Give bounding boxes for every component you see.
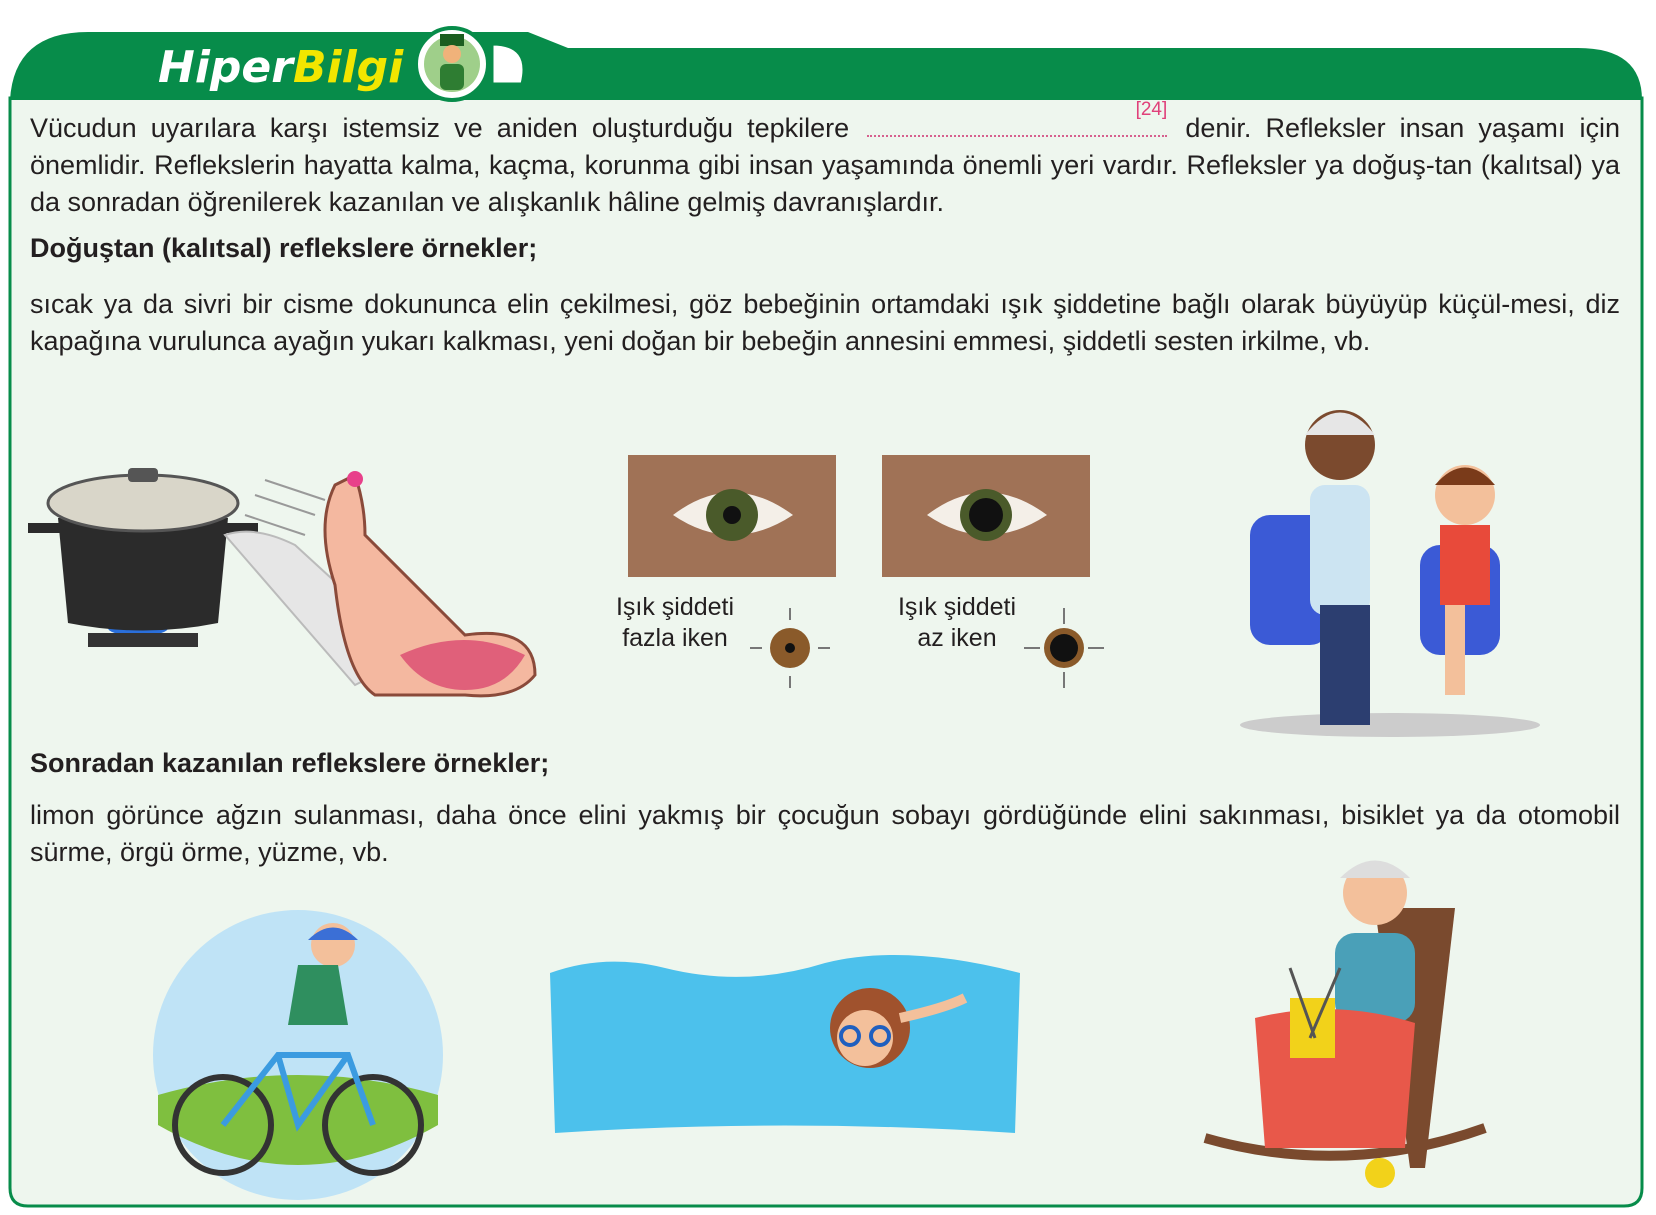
mascot-icon	[392, 24, 542, 104]
learned-heading: Sonradan kazanılan reflekslere örnekler;	[30, 748, 550, 778]
brand-part2: Bilgi	[292, 42, 404, 93]
eye-bright-icon	[628, 455, 836, 577]
caption-low-line2: az iken	[917, 624, 997, 652]
blank-reference: [24]	[1135, 99, 1168, 120]
caption-low-light	[882, 592, 1032, 654]
fill-in-blank[interactable]	[867, 99, 1168, 137]
caption-high-line2: fazla iken	[622, 624, 728, 652]
content	[30, 99, 1620, 360]
pupil-small-icon	[748, 606, 832, 690]
caption-high-line1: Işık şiddeti	[615, 593, 735, 621]
knee-reflex-icon	[1240, 395, 1550, 740]
pupil-large-icon	[1022, 606, 1106, 690]
brand-title	[158, 42, 403, 93]
learned-text: limon görünce ağzın sulanması, daha önce elini yakmış bir çocuğun sobayı gördüğünde elini sakınması, bisiklet ya da otomobil sürme, örgü örme, yüzme, vb.	[30, 800, 1620, 867]
swimmer-icon	[545, 938, 1025, 1138]
caption-high-light	[600, 592, 750, 654]
caption-low-line1: Işık şiddeti	[897, 593, 1017, 621]
burned-hand-icon	[215, 465, 545, 705]
innate-text: sıcak ya da sivri bir cisme dokununca elin çekilmesi, göz bebeğinin ortamdaki ışık şiddetine bağlı olarak büyüyüp küçül-mesi, diz kapağına vurulunca ayağın yukarı kalkması, yeni doğan bir bebeğin annesini emmesi, şiddetli sesten irkilme, vb.	[30, 289, 1620, 356]
eye-dim-icon	[882, 455, 1090, 577]
brand-part1: Hiper	[158, 42, 293, 93]
cyclist-icon	[148, 905, 448, 1200]
intro-paragraph	[30, 99, 1620, 221]
intro-before-blank: Vücudun uyarılara karşı istemsiz ve aniden oluşturduğu tepkilere	[30, 113, 850, 143]
intro-after-blank: denir. Refleksler insan yaşamı için önemlidir. Reflekslerin hayatta kalma, kaçma, korunma gibi insan yaşamında önemli yeri vardır. Refleksler ya doğuş-tan (kalıtsal) ya da sonradan öğrenilerek kazanılan ve alışkanlık hâline gelmiş davranışlardır.	[30, 113, 1620, 217]
knitting-grandma-icon	[1195, 848, 1505, 1198]
innate-heading: Doğuştan (kalıtsal) reflekslere örnekler;	[30, 233, 538, 263]
